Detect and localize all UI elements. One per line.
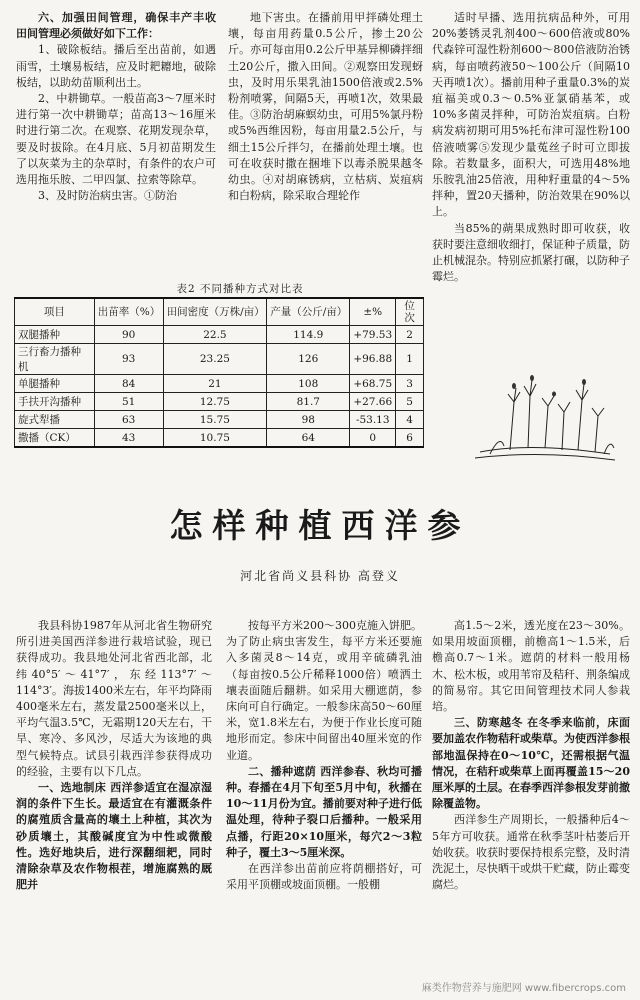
table-cell: 114.9 bbox=[267, 326, 350, 344]
comparison-table bbox=[14, 297, 424, 448]
body-paragraph: 地下害虫。在播前用甲拌磷处理土壤，每亩用药量0.5公斤，掺土20公斤。亦可每亩用0.2公斤甲基异柳磷拌细土20公斤，撒入田间。②观察田发现蚜虫，及时用乐果乳油1500倍液或2.5%粉剂喷雾，间隔5天，再喷1次，效果最佳。③防治胡麻螟幼虫，可用5%氯丹粉或5%西维因粉，每亩用量2.5公斤，与细土15公斤拌匀，在播前处理土壤。也可在收获时撒在捆堆下以毒杀脱果越冬幼虫。④对胡麻锈病，立枯病、炭疽病和白粉病，除采取合理轮作 bbox=[228, 11, 423, 203]
row-label-cell: 单腿播种 bbox=[15, 375, 95, 393]
top-column-1 bbox=[16, 10, 216, 204]
table-header-cell: 位次 bbox=[396, 298, 424, 326]
body-paragraph: 西洋参生产周期长，一般播种后4～5年方可收获。通常在秋季茎叶枯萎后开始收获。收获时要保持根系完整，及时清洗泥土，尽快晒干或烘干贮藏，防止霉变腐烂。 bbox=[432, 813, 630, 892]
table-row bbox=[15, 429, 424, 448]
body-paragraph: 3、及时防治病虫害。①防治 bbox=[38, 189, 177, 203]
row-label-cell: 撒播（CK） bbox=[15, 429, 95, 448]
table-cell: -53.13 bbox=[350, 411, 396, 429]
table-header-row bbox=[15, 298, 424, 326]
table-body bbox=[15, 326, 424, 448]
table-caption: 表2 不同播种方式对比表 bbox=[176, 283, 304, 295]
table-cell: 63 bbox=[94, 411, 163, 429]
table-cell: 1 bbox=[396, 344, 424, 375]
top-column-2 bbox=[228, 10, 423, 204]
table-cell: 15.75 bbox=[163, 411, 267, 429]
table-cell: 10.75 bbox=[163, 429, 267, 448]
table-cell: 98 bbox=[267, 411, 350, 429]
table-row bbox=[15, 375, 424, 393]
table-header-cell: 出苗率（%） bbox=[94, 298, 163, 326]
table-cell: 23.25 bbox=[163, 344, 267, 375]
table-header-cell: 田间密度（万株/亩） bbox=[163, 298, 267, 326]
table-cell: 0 bbox=[350, 429, 396, 448]
row-label-cell: 双腿播种 bbox=[15, 326, 95, 344]
table-cell: 93 bbox=[94, 344, 163, 375]
body-paragraph: 2、中耕锄草。一般苗高3～7厘米时进行第一次中耕锄草；苗高13～16厘米时进行第二次。在观察、花期发现杂草，要及时拔除。在4月底、5月初苗期发生了以灰菜为主的杂草时，有条件的农户可选用拖乐胺、二甲四氯、拉索等除草。 bbox=[16, 92, 216, 187]
table-cell: 3 bbox=[396, 375, 424, 393]
table-cell: 64 bbox=[267, 429, 350, 448]
table-cell: 81.7 bbox=[267, 393, 350, 411]
section-heading-paragraph: 一、选地制床 西洋参适宜在湿凉湿润的条件下生长。最适宜在有灌溉条件的腐殖质含量高的壤土上种植，其次为砂质壤土，其酸碱度宜为中性或微酸性。选好地块后，进行深翻细耙，同时清除杂草及农作物根茬，增施腐熟的厩肥并 bbox=[16, 781, 212, 892]
table-row bbox=[15, 393, 424, 411]
table-cell: 12.75 bbox=[163, 393, 267, 411]
body-paragraph: 当85%的蒴果成熟时即可收获，收获时要注意细收细打，保证种子质量，防止机械混杂。特别应抓紧打碾，以防种子霉烂。 bbox=[432, 221, 630, 284]
article-byline: 河北省尚义县科协 高登义 bbox=[240, 569, 400, 583]
table-cell: +96.88 bbox=[350, 344, 396, 375]
reed-landscape-illustration bbox=[470, 372, 620, 464]
table-cell: 22.5 bbox=[163, 326, 267, 344]
table-cell: 2 bbox=[396, 326, 424, 344]
article-column-1 bbox=[16, 618, 212, 893]
body-paragraph: 在西洋参出苗前应将荫棚搭好，可采用平顶棚或坡面顶棚。一般棚 bbox=[226, 862, 422, 892]
table-cell: 108 bbox=[267, 375, 350, 393]
row-label-cell: 手扶开沟播种 bbox=[15, 393, 95, 411]
table-header-cell: 项目 bbox=[15, 298, 95, 326]
top-column-3 bbox=[432, 10, 630, 285]
table-cell: +68.75 bbox=[350, 375, 396, 393]
section-heading-paragraph: 三、防寒越冬 在冬季来临前，床面要加盖农作物秸秆或柴草。为使西洋参根部地温保持在0～10℃，还需根据气温情况，在秸秆或柴草上面再覆盖15～20厘米厚的土层。在春季西洋参根发芽前撤除覆盖物。 bbox=[432, 716, 630, 811]
article-column-3 bbox=[432, 618, 630, 893]
table-cell: 5 bbox=[396, 393, 424, 411]
table-cell: 4 bbox=[396, 411, 424, 429]
site-watermark: 麻类作物营养与施肥网 www.fibercrops.com bbox=[421, 983, 626, 994]
table-cell: 51 bbox=[94, 393, 163, 411]
table-cell: 84 bbox=[94, 375, 163, 393]
table-cell: +79.53 bbox=[350, 326, 396, 344]
body-paragraph: 高1.5～2米，透光度在23～30%。如果用坡面顶棚，前檐高1～1.5米，后檐高0.7～1米。遮荫的材料一般用杨木、松木板，或用苇帘及秸秆、荆条编成的简易帘。其它田间管理技术同人参栽培。 bbox=[432, 619, 630, 714]
table-cell: +27.66 bbox=[350, 393, 396, 411]
table-cell: 21 bbox=[163, 375, 267, 393]
body-paragraph: 按每平方米200～300克施入饼肥。为了防止病虫害发生，每平方米还要施入多菌灵8～14克，或用辛硫磷乳油（每亩按0.5公斤稀释1000倍）喷洒土壤表面随后翻耕。如采用大棚遮荫，参床向可自行确定。一般参床高50～60厘米，宽1.8米左右，为便于作业长度可随地形而定。参床中间留出40厘米宽的作业道。 bbox=[226, 619, 422, 762]
row-label-cell: 旋式犁播 bbox=[15, 411, 95, 429]
article-title: 怎样种植西洋参 bbox=[169, 506, 471, 545]
table-cell: 90 bbox=[94, 326, 163, 344]
table-header-cell: ±% bbox=[350, 298, 396, 326]
table-row bbox=[15, 411, 424, 429]
table-cell: 126 bbox=[267, 344, 350, 375]
table-row bbox=[15, 344, 424, 375]
table-row bbox=[15, 326, 424, 344]
section-heading-paragraph: 二、播种遮荫 西洋参春、秋均可播种。春播在4月下旬至5月中旬，秋播在10～11月份为宜。播前要对种子进行低温处理，待种子裂口后播种。一般采用点播，行距20×10厘米，每穴2～3粒种子，覆土3～5厘米深。 bbox=[226, 764, 422, 859]
section-heading-paragraph: 六、加强田间管理，确保丰产丰收 田间管理必须做好如下工作： bbox=[16, 11, 216, 41]
table-cell: 6 bbox=[396, 429, 424, 448]
article-column-2 bbox=[226, 618, 422, 893]
row-label-cell: 三行畜力播种机 bbox=[15, 344, 95, 375]
body-paragraph: 我县科协1987年从河北省生物研究所引进美国西洋参进行栽培试验，现已获得成功。我县地处河北省西北部，北纬40°5′～41°7′，东经113°7′～114°3′。海拔1400米左右，年平均降雨400毫米左右，蒸发量2500毫米以上，平均气温3.5℃，无霜期120天左右，干旱、寒冷、多风沙，尽适大为该地的典型气候特点。试县引栽西洋参获得成功的经验，主要有以下几点。 bbox=[16, 619, 212, 778]
body-paragraph: 适时早播、选用抗病品种外，可用20%萎锈灵乳剂400～600倍液或80%代森锌可湿性粉剂600～800倍液防治锈病，每亩喷药液50～100公斤（间隔10天再喷1次）。播前用种子重量0.3%的炭疽福美或0.3～0.5%亚氯硝基苯，或10%多菌灵拌种，可防治炭疽病。白粉病发病初期可用5%托布津可湿性粉100倍液喷雾⑤发现少量菟丝子时可立即拔除。若数量多，面积大，可选用48%地乐胺乳油25倍液，用种籽重量的4～5%拌种，置20天播种，防治效果在90%以上。 bbox=[432, 11, 630, 219]
table-cell: 43 bbox=[94, 429, 163, 448]
table-header-cell: 产量（公斤/亩） bbox=[267, 298, 350, 326]
body-paragraph: 1、破除板结。播后至出苗前，如遇雨雪，土壤易板结，应及时耙耱地，破除板结，以助幼苗顺利出土。 bbox=[16, 43, 216, 89]
